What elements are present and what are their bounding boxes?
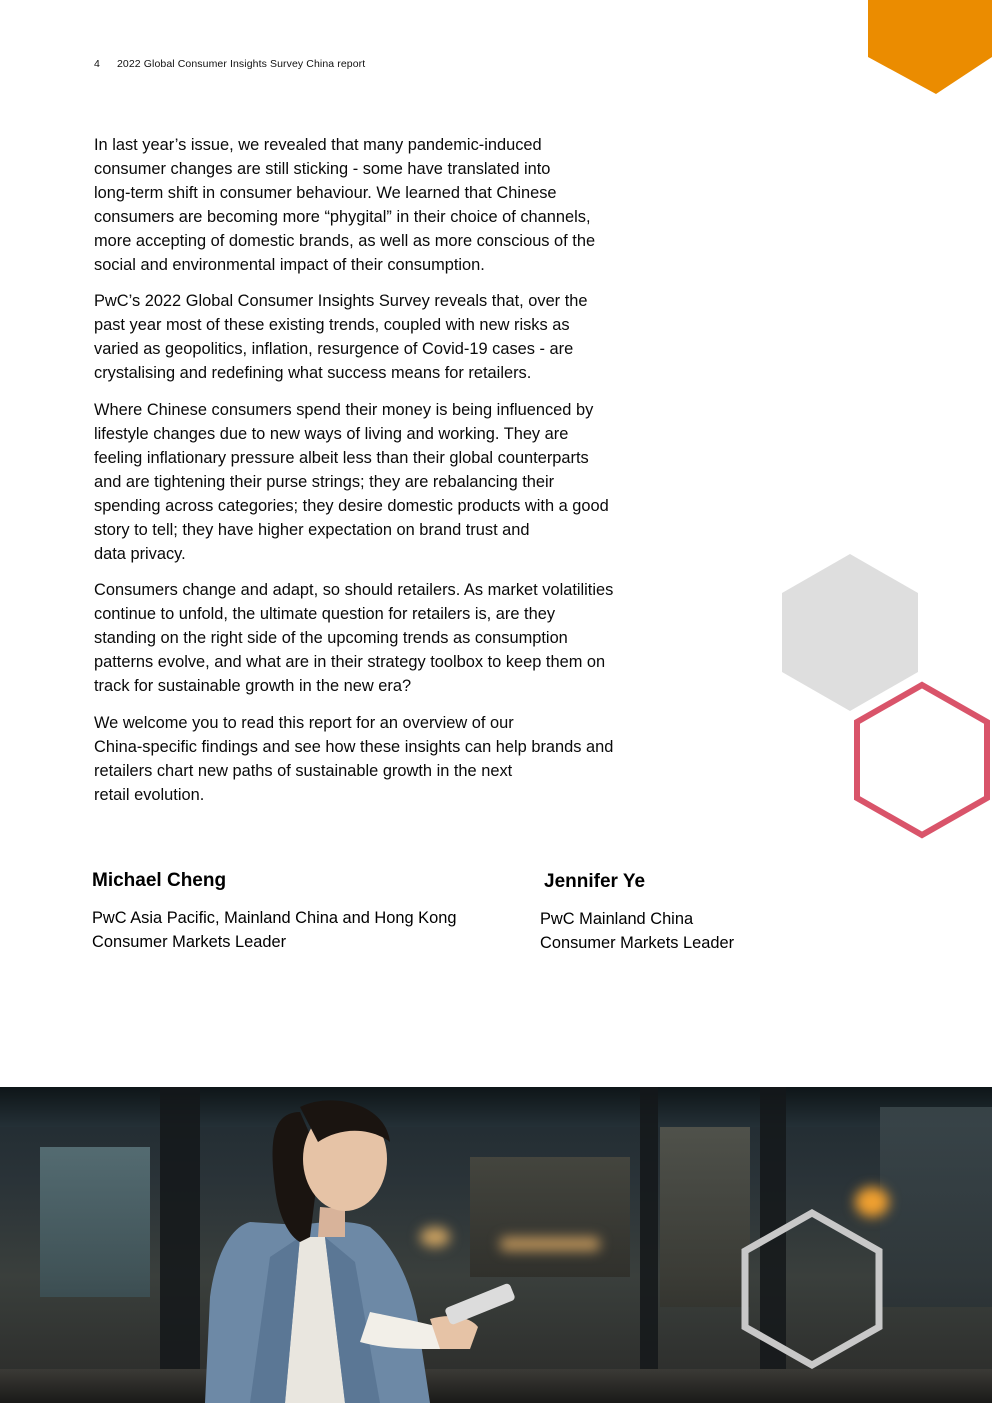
signatory-name: Jennifer Ye: [544, 871, 646, 892]
orange-hexagon-decoration: [868, 0, 992, 95]
paragraph-line: crystalising and redefining what success means for retailers.: [94, 364, 532, 383]
paragraph-line: We welcome you to read this report for an overview of our: [94, 713, 514, 732]
signatory-name: Michael Cheng: [92, 870, 227, 891]
paragraph-line: long-term shift in consumer behaviour. We learned that Chinese: [94, 183, 557, 202]
paragraph-line: retail evolution.: [94, 785, 205, 804]
paragraph-line: story to tell; they have higher expectation on brand trust and: [94, 520, 530, 539]
paragraph-line: feeling inflationary pressure albeit less than their global counterparts: [94, 448, 589, 467]
paragraph-line: data privacy.: [94, 544, 186, 563]
signatory-role: [92, 906, 456, 954]
paragraph-line: spending across categories; they desire domestic products with a good: [94, 496, 609, 515]
report-title: 2022 Global Consumer Insights Survey China report: [116, 58, 366, 70]
paragraph-line: Consumers change and adapt, so should retailers. As market volatilities: [94, 581, 614, 600]
photo-window: [660, 1127, 750, 1307]
page-number: 4: [94, 58, 100, 70]
paragraph-line: consumer changes are still sticking - some have translated into: [94, 159, 551, 178]
paragraph-line: more accepting of domestic brands, as well as more conscious of the: [94, 231, 596, 250]
signatory-jennifer-ye: [540, 871, 734, 955]
photo-window: [880, 1107, 992, 1307]
paragraph-line: In last year’s issue, we revealed that many pandemic-induced: [94, 136, 542, 154]
paragraph-line: continue to unfold, the ultimate question for retailers is, are they: [94, 605, 556, 624]
paragraph-1: [94, 134, 694, 277]
paragraph-line: PwC’s 2022 Global Consumer Insights Survey reveals that, over the: [94, 292, 588, 311]
signatory-role: [540, 907, 734, 955]
paragraph-line: track for sustainable growth in the new era?: [94, 677, 412, 696]
signatory-role-line: PwC Asia Pacific, Mainland China and Hong Kong: [92, 909, 457, 927]
paragraph-line: retailers chart new paths of sustainable growth in the next: [94, 761, 513, 780]
paragraph-line: patterns evolve, and what are in their strategy toolbox to keep them on: [94, 653, 606, 672]
woman-figure: [0, 1087, 560, 1403]
paragraph-line: Where Chinese consumers spend their money is being influenced by: [94, 401, 594, 420]
paragraph-line: and are tightening their purse strings; they are rebalancing their: [94, 472, 555, 491]
paragraph-4: [94, 579, 694, 699]
signatory-michael-cheng: [92, 870, 456, 954]
paragraph-line: China-specific findings and see how these insights can help brands and: [94, 737, 614, 756]
grey-hexagon-outline-decoration: [740, 1209, 884, 1369]
woman-with-phone-photo: [0, 1087, 992, 1403]
paragraph-3: [94, 399, 694, 566]
photo-pillar: [640, 1087, 658, 1403]
signatory-role-line: PwC Mainland China: [540, 910, 694, 928]
paragraph-line: standing on the right side of the upcoming trends as consumption: [94, 629, 568, 648]
paragraph-line: lifestyle changes due to new ways of living and working. They are: [94, 424, 569, 443]
paragraph-line: past year most of these existing trends, coupled with new risks as: [94, 316, 570, 335]
signatory-role-line: Consumer Markets Leader: [92, 933, 287, 951]
paragraph-line: social and environmental impact of their consumption.: [94, 255, 485, 274]
paragraph-5: [94, 712, 694, 808]
signatory-role-line: Consumer Markets Leader: [540, 934, 735, 952]
paragraph-line: varied as geopolitics, inflation, resurgence of Covid-19 cases - are: [94, 340, 574, 359]
page-header: [94, 58, 365, 70]
paragraph-line: consumers are becoming more “phygital” in their choice of channels,: [94, 207, 591, 226]
paragraph-2: [94, 290, 694, 386]
pink-hexagon-outline-decoration: [852, 680, 992, 840]
intro-text: [94, 134, 694, 821]
